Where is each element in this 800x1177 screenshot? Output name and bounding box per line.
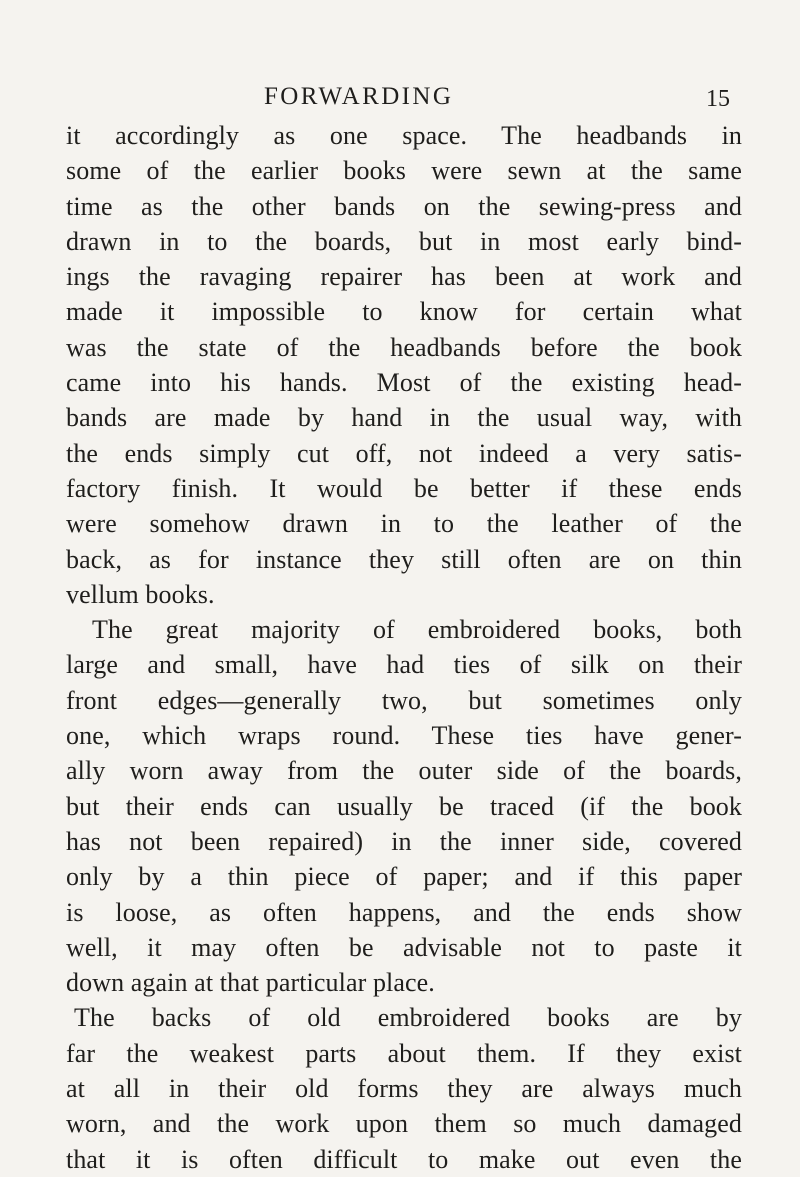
text-line: only by a thin piece of paper; and if this paper (66, 862, 742, 892)
text-line: time as the other bands on the sewing-press and (66, 191, 742, 221)
text-line: The backs of old embroidered books are by (74, 1003, 742, 1033)
text-line: down again at that particular place. (66, 968, 435, 998)
text-line: some of the earlier books were sewn at the same (66, 156, 742, 186)
running-title: FORWARDING (264, 83, 454, 110)
text-line: ally worn away from the outer side of the boards, (66, 756, 742, 786)
text-line: came into his hands. Most of the existing head- (66, 368, 742, 398)
text-line: it accordingly as one space. The headbands in (66, 121, 742, 150)
text-line: but their ends can usually be traced (if the book (66, 791, 742, 821)
text-line: vellum books. (66, 579, 215, 609)
text-line: is loose, as often happens, and the ends show (66, 897, 742, 927)
text-line: made it impossible to know for certain what (66, 297, 742, 327)
text-line: well, it may often be advisable not to paste it (66, 932, 742, 962)
text-line: large and small, have had ties of silk on their (66, 650, 742, 680)
text-line: were somehow drawn in to the leather of the (66, 509, 742, 539)
text-line: the ends simply cut off, not indeed a very satis- (66, 438, 742, 468)
text-line: bands are made by hand in the usual way, with (66, 403, 742, 433)
text-line: has not been repaired) in the inner side, covered (66, 826, 742, 856)
text-line: was the state of the headbands before the book (66, 332, 742, 362)
running-head (0, 80, 800, 114)
text-line: one, which wraps round. These ties have gener- (66, 721, 742, 751)
text-line: at all in their old forms they are always much (66, 1074, 742, 1104)
text-line: The great majority of embroidered books, both (92, 615, 742, 645)
page-number: 15 (706, 86, 730, 112)
text-line: far the weakest parts about them. If they exist (66, 1038, 742, 1068)
text-line: ings the ravaging repairer has been at work and (66, 262, 742, 292)
text-line: factory finish. It would be better if these ends (66, 473, 742, 503)
text-line: front edges—generally two, but sometimes only (66, 685, 742, 715)
text-line: worn, and the work upon them so much damaged (66, 1109, 742, 1139)
text-line: back, as for instance they still often are on thin (66, 544, 742, 574)
text-line: that it is often difficult to make out even the (66, 1144, 742, 1174)
text-line: drawn in to the boards, but in most early bind- (66, 226, 742, 256)
body-text (66, 118, 742, 1177)
